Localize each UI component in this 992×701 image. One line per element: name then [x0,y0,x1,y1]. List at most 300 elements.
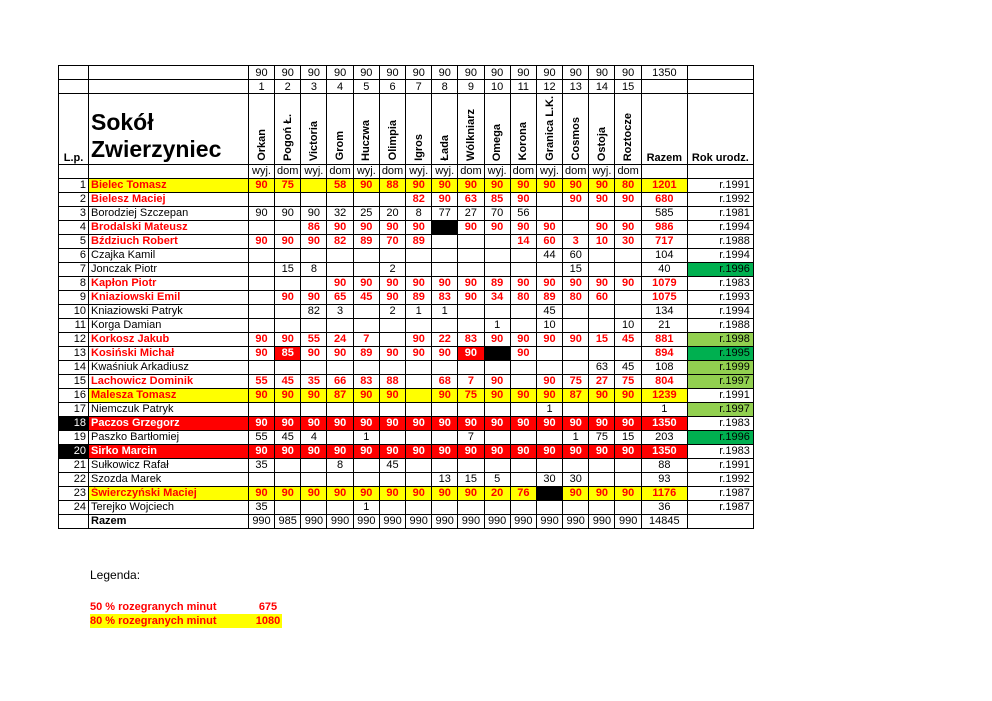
birth-year: r.1991 [687,178,753,192]
empty-cell [687,66,753,80]
minutes-cell [275,472,301,486]
minutes-cell: 15 [563,262,589,276]
lp-header-cell [59,94,89,165]
minutes-cell [432,402,458,416]
birth-year: r.1996 [687,430,753,444]
minutes-cell: 90 [563,276,589,290]
minutes-cell [406,374,432,388]
grand-total-cell: 14845 [641,514,687,528]
opponent-header-cell [458,94,484,165]
minutes-cell [275,402,301,416]
total-cell: 990 [353,514,379,528]
opponent-header-cell [484,94,510,165]
minutes-cell [458,402,484,416]
player-name: Paczos Grzegorz [89,416,249,430]
venue-cell: dom [327,164,353,178]
minutes-cell [510,402,536,416]
minutes-cell [458,262,484,276]
table-row [59,500,754,514]
opponent-header-cell [615,94,641,165]
minutes-cell: 90 [353,444,379,458]
table-row [59,290,754,304]
minutes-cell: 90 [537,66,563,80]
minutes-cell [275,304,301,318]
minutes-cell: 90 [510,416,536,430]
legend-title: Legenda: [90,568,141,582]
minutes-cell [563,346,589,360]
minutes-cell: 3 [327,304,353,318]
minutes-cell: 60 [537,234,563,248]
minutes-cell: 34 [484,290,510,304]
minutes-cell: 22 [432,332,458,346]
player-name: Jonczak Piotr [89,262,249,276]
opponent-name: Granica L.K. [543,96,556,161]
legend [90,568,282,628]
table-row [59,318,754,332]
minutes-cell [275,500,301,514]
minutes-cell [458,234,484,248]
minutes-cell [432,360,458,374]
minutes-cell [484,458,510,472]
minutes-cell: 83 [458,332,484,346]
header-round-row [59,80,754,94]
minutes-cell [275,458,301,472]
minutes-cell: 75 [458,388,484,402]
minutes-cell [563,458,589,472]
minutes-cell: 27 [458,206,484,220]
player-total: 134 [641,304,687,318]
lp-cell: 23 [59,486,89,500]
minutes-cell: 7 [458,430,484,444]
minutes-cell [301,500,327,514]
minutes-cell: 90 [510,276,536,290]
minutes-cell: 80 [615,178,641,192]
minutes-cell [510,360,536,374]
player-name: Szozda Marek [89,472,249,486]
player-total: 36 [641,500,687,514]
minutes-cell [406,360,432,374]
minutes-cell: 90 [615,416,641,430]
table-row [59,346,754,360]
minutes-cell: 35 [249,458,275,472]
minutes-cell: 90 [249,388,275,402]
empty-cell [89,164,249,178]
minutes-cell: 90 [458,486,484,500]
opponent-name: Wólkniarz [464,108,477,161]
minutes-cell: 90 [484,332,510,346]
minutes-cell [615,206,641,220]
empty-cell [59,66,89,80]
minutes-cell: 83 [353,374,379,388]
minutes-cell [432,430,458,444]
minutes-cell: 88 [379,178,405,192]
minutes-cell: 25 [353,206,379,220]
minutes-cell: 90 [432,416,458,430]
minutes-cell: 32 [327,206,353,220]
minutes-cell [458,318,484,332]
birth-year: r.1994 [687,220,753,234]
opponent-name: Łada [438,135,451,161]
minutes-cell: 58 [327,178,353,192]
round-number-cell: 14 [589,80,615,94]
legend-item-80: 80 % rozegranych minut 1080 [90,615,281,627]
minutes-cell: 20 [484,486,510,500]
venue-cell: wyj. [432,164,458,178]
minutes-cell: 30 [563,472,589,486]
minutes-cell: 90 [275,234,301,248]
minutes-cell: 90 [458,290,484,304]
minutes-cell: 60 [563,248,589,262]
player-total: 717 [641,234,687,248]
minutes-cell [484,430,510,444]
team-name: Zwierzyniec [91,135,222,162]
total-cell: 990 [589,514,615,528]
total-cell: 990 [301,514,327,528]
minutes-cell: 75 [563,374,589,388]
minutes-cell: 15 [589,332,615,346]
minutes-cell [589,304,615,318]
minutes-cell: 90 [406,346,432,360]
minutes-cell: 90 [301,416,327,430]
minutes-cell: 55 [249,430,275,444]
minutes-cell [327,248,353,262]
minutes-cell [615,346,641,360]
venue-cell: wyj. [301,164,327,178]
birth-year: r.1994 [687,304,753,318]
round-number-cell: 12 [537,80,563,94]
minutes-cell: 90 [484,374,510,388]
minutes-cell [484,402,510,416]
minutes-cell [563,402,589,416]
lp-cell: 8 [59,276,89,290]
minutes-cell: 80 [563,290,589,304]
minutes-cell [537,206,563,220]
total-cell: 990 [537,514,563,528]
opponent-header-cell [275,94,301,165]
lp-cell: 21 [59,458,89,472]
minutes-cell [353,318,379,332]
minutes-cell [406,318,432,332]
player-total: 88 [641,458,687,472]
minutes-cell: 90 [537,374,563,388]
totals-row [59,514,754,528]
minutes-cell: 90 [458,178,484,192]
table-row [59,458,754,472]
minutes-cell [353,360,379,374]
opponent-header-cell [327,94,353,165]
minutes-cell [563,360,589,374]
lp-cell: 2 [59,192,89,206]
minutes-cell: 63 [589,360,615,374]
table-row [59,234,754,248]
player-total: 104 [641,248,687,262]
player-total: 1239 [641,388,687,402]
minutes-cell [537,262,563,276]
venue-cell: wyj. [589,164,615,178]
opponent-header-cell [589,94,615,165]
minutes-cell: 90 [589,276,615,290]
minutes-cell [249,304,275,318]
round-number-cell: 5 [353,80,379,94]
minutes-cell: 90 [275,388,301,402]
minutes-cell: 90 [379,486,405,500]
minutes-cell [537,486,563,500]
team-name: Sokół [91,108,154,135]
minutes-cell: 90 [249,416,275,430]
minutes-cell: 90 [275,332,301,346]
table-row [59,360,754,374]
minutes-cell [353,248,379,262]
minutes-cell: 90 [589,192,615,206]
minutes-cell [510,318,536,332]
minutes-cell [275,220,301,234]
minutes-cell: 70 [484,206,510,220]
birth-year: r.1993 [687,290,753,304]
minutes-cell: 90 [327,486,353,500]
minutes-cell: 90 [406,416,432,430]
player-total: 1201 [641,178,687,192]
lp-cell: 4 [59,220,89,234]
opponent-header-cell [301,94,327,165]
player-total: 680 [641,192,687,206]
total-cell: 990 [563,514,589,528]
minutes-cell: 7 [458,374,484,388]
player-total: 40 [641,262,687,276]
minutes-cell: 63 [458,192,484,206]
player-name: Korkosz Jakub [89,332,249,346]
minutes-cell: 90 [458,66,484,80]
lp-cell: 17 [59,402,89,416]
round-number-cell: 13 [563,80,589,94]
minutes-cell: 75 [589,430,615,444]
minutes-cell: 90 [589,388,615,402]
lp-cell: 14 [59,360,89,374]
minutes-cell: 90 [353,486,379,500]
minutes-cell: 90 [327,416,353,430]
minutes-cell [537,360,563,374]
player-name: Paszko Bartłomiej [89,430,249,444]
minutes-cell: 89 [353,234,379,248]
minutes-cell: 89 [353,346,379,360]
minutes-cell: 90 [327,444,353,458]
minutes-cell [301,178,327,192]
minutes-cell [563,304,589,318]
lp-cell: 9 [59,290,89,304]
minutes-cell: 60 [589,290,615,304]
minutes-cell: 90 [275,290,301,304]
minutes-cell: 90 [537,444,563,458]
birth-year: r.1998 [687,332,753,346]
opponent-header-cell [432,94,458,165]
empty-cell [89,80,249,94]
minutes-cell: 90 [275,486,301,500]
player-name: Kapłon Piotr [89,276,249,290]
minutes-cell [379,332,405,346]
minutes-cell: 90 [353,416,379,430]
minutes-cell [379,430,405,444]
minutes-cell: 90 [432,276,458,290]
minutes-cell [406,430,432,444]
minutes-cell: 10 [615,318,641,332]
minutes-cell: 90 [589,66,615,80]
minutes-cell: 1 [432,304,458,318]
minutes-cell [379,318,405,332]
minutes-cell: 90 [406,66,432,80]
table-row [59,430,754,444]
minutes-cell: 70 [379,234,405,248]
minutes-cell [484,360,510,374]
minutes-cell: 83 [432,290,458,304]
minutes-cell [275,276,301,290]
birth-year: r.1987 [687,500,753,514]
minutes-table [58,65,754,529]
birth-year: r.1995 [687,346,753,360]
total-cell: 990 [432,514,458,528]
minutes-cell: 65 [327,290,353,304]
minutes-cell: 30 [537,472,563,486]
minutes-cell: 90 [353,276,379,290]
opponent-name: Grom [334,131,347,161]
player-name: Kosiński Michał [89,346,249,360]
opponent-name: Ostoja [595,126,608,161]
minutes-cell: 90 [275,206,301,220]
table-row [59,416,754,430]
minutes-cell [275,360,301,374]
minutes-cell [432,500,458,514]
minutes-cell: 90 [589,220,615,234]
minutes-cell: 90 [301,206,327,220]
player-name: Brodalski Mateusz [89,220,249,234]
minutes-cell: 66 [327,374,353,388]
minutes-cell [510,304,536,318]
minutes-cell [432,262,458,276]
minutes-cell: 56 [510,206,536,220]
empty-cell [687,514,753,528]
opponent-name: Igros [412,133,425,161]
player-name: Terejko Wojciech [89,500,249,514]
minutes-cell: 5 [484,472,510,486]
minutes-cell: 75 [615,374,641,388]
minutes-cell [406,472,432,486]
header-minutes-row [59,66,754,80]
table-row [59,332,754,346]
minutes-cell [327,318,353,332]
minutes-cell: 90 [353,220,379,234]
minutes-cell [327,192,353,206]
minutes-cell: 86 [301,220,327,234]
legend-item-50: 50 % rozegranych minut 675 [90,601,278,613]
minutes-cell: 90 [432,346,458,360]
minutes-cell: 90 [249,234,275,248]
player-total: 1350 [641,416,687,430]
birth-year: r.1997 [687,402,753,416]
minutes-cell [406,262,432,276]
minutes-cell: 90 [301,444,327,458]
minutes-cell [510,500,536,514]
minutes-cell: 90 [275,66,301,80]
lp-cell: 16 [59,388,89,402]
birth-year: r.1996 [687,262,753,276]
minutes-cell: 90 [589,178,615,192]
player-name: Świerczyński Maciej [89,486,249,500]
minutes-cell [406,388,432,402]
empty-cell [641,164,687,178]
birth-year: r.1987 [687,486,753,500]
minutes-cell: 90 [379,346,405,360]
minutes-cell: 3 [563,234,589,248]
minutes-cell: 90 [249,206,275,220]
lp-cell: 13 [59,346,89,360]
minutes-cell: 8 [406,206,432,220]
birth-year: r.1999 [687,360,753,374]
player-total: 986 [641,220,687,234]
lp-cell: 6 [59,248,89,262]
minutes-cell: 45 [353,290,379,304]
minutes-cell: 90 [432,192,458,206]
minutes-cell: 20 [379,206,405,220]
round-number-cell: 3 [301,80,327,94]
minutes-cell: 15 [615,430,641,444]
minutes-cell: 90 [301,486,327,500]
minutes-cell: 90 [537,416,563,430]
minutes-cell: 82 [301,304,327,318]
header-venue-row [59,164,754,178]
venue-cell: dom [379,164,405,178]
minutes-total-cell: 1350 [641,66,687,80]
minutes-cell: 90 [353,66,379,80]
birth-year: r.1981 [687,206,753,220]
birth-year: r.1992 [687,192,753,206]
minutes-cell: 90 [615,192,641,206]
minutes-cell: 14 [510,234,536,248]
lp-cell: 15 [59,374,89,388]
player-name: Kniaziowski Patryk [89,304,249,318]
birth-year: r.1991 [687,458,753,472]
empty-cell [59,514,89,528]
minutes-cell: 90 [484,416,510,430]
minutes-cell: 90 [379,444,405,458]
total-cell: 990 [510,514,536,528]
opponent-header-cell [249,94,275,165]
birth-year: r.1994 [687,248,753,262]
venue-cell: dom [563,164,589,178]
player-name: Kniaziowski Emil [89,290,249,304]
birth-year: r.1983 [687,416,753,430]
player-name: Malesza Tomasz [89,388,249,402]
minutes-cell [353,458,379,472]
minutes-cell [249,192,275,206]
minutes-cell: 90 [432,388,458,402]
total-cell: 990 [615,514,641,528]
minutes-cell: 90 [563,66,589,80]
minutes-cell: 55 [249,374,275,388]
minutes-cell: 45 [615,360,641,374]
minutes-cell [432,248,458,262]
minutes-cell: 90 [458,416,484,430]
total-cell: 990 [249,514,275,528]
minutes-cell [589,472,615,486]
opponent-header-cell [379,94,405,165]
minutes-cell [406,248,432,262]
minutes-cell: 90 [484,444,510,458]
minutes-cell [563,220,589,234]
minutes-cell: 90 [615,444,641,458]
lp-cell: 3 [59,206,89,220]
minutes-cell [301,360,327,374]
empty-cell [59,80,89,94]
player-name: Borodziej Szczepan [89,206,249,220]
table-row [59,444,754,458]
